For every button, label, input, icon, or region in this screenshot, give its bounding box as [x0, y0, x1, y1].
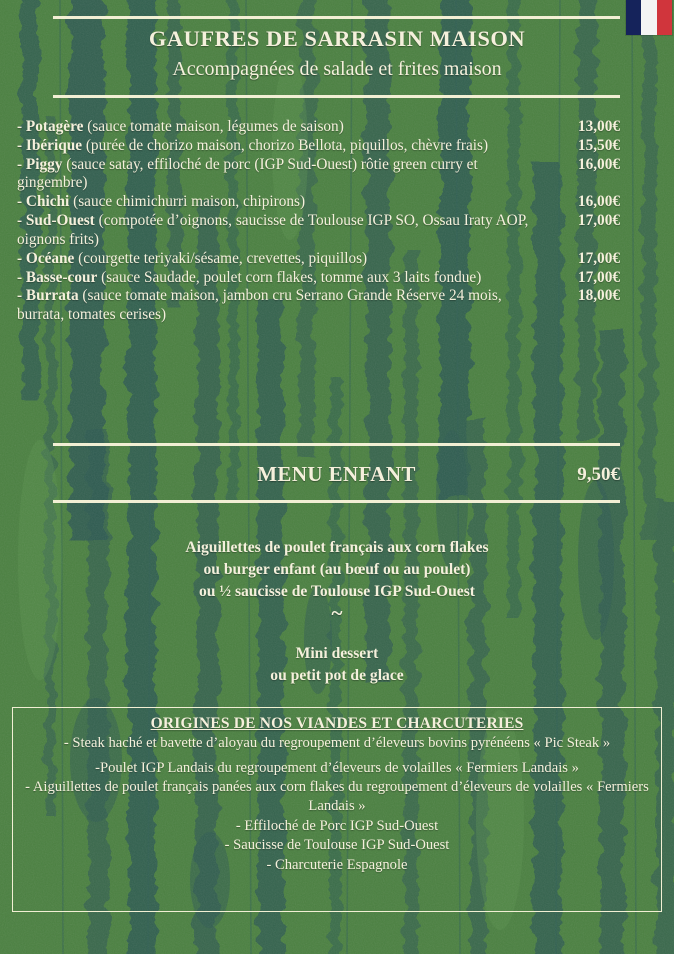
dish-row	[17, 250, 620, 269]
kids-menu-option: ou burger enfant (au bœuf ou au poulet)	[203, 561, 471, 579]
dish-row	[17, 156, 620, 194]
kids-menu-price: 9,50€	[577, 463, 620, 485]
divider-top	[53, 16, 620, 19]
dish-row	[17, 287, 620, 325]
tilde-separator: ~	[331, 601, 343, 625]
dish-price: 13,00€	[577, 118, 620, 135]
meat-origin-line: - Steak haché et bavette d’aloyau du regroupement d’éleveurs bovins pyrénéens « Pic Steak »	[63, 735, 611, 752]
kids-dessert-line: ou petit pot de glace	[270, 667, 404, 685]
dish-price: 18,00€	[577, 287, 620, 305]
meat-origin-line: - Charcuterie Espagnole	[266, 856, 408, 873]
page-title: GAUFRES DE SARRASIN MAISON	[148, 26, 526, 51]
dish-description: (compotée d’oignons, saucisse de Toulouse IGP SO, Ossau Iraty AOP, oignons frits)	[17, 212, 529, 248]
dish-name: - Chichi	[17, 193, 70, 211]
dish-price: 16,00€	[577, 193, 620, 211]
kids-menu-option: ou ½ saucisse de Toulouse IGP Sud-Ouest	[198, 583, 475, 601]
dish-description: (sauce chimichurri maison, chipirons)	[69, 193, 306, 211]
dish-price: 17,00€	[577, 249, 620, 267]
dish-name: - Piggy	[17, 155, 63, 173]
dish-name: - Ibérique	[17, 136, 83, 154]
dish-row	[17, 212, 620, 250]
dish-row	[17, 118, 620, 137]
kids-menu-option: Aiguillettes de poulet français aux corn flakes	[185, 539, 489, 556]
dish-price: 17,00€	[577, 212, 620, 230]
dish-price: 16,00€	[577, 155, 620, 173]
dish-text	[17, 287, 554, 325]
dish-description: (courgette teriyaki/sésame, crevettes, piquillos)	[74, 249, 368, 267]
dish-text	[17, 156, 554, 194]
dish-price: 15,50€	[577, 136, 620, 154]
divider-above-kids-menu	[53, 443, 620, 446]
dish-description: (sauce tomate maison, légumes de saison)	[83, 118, 344, 135]
meat-origin-line: - Effiloché de Porc IGP Sud-Ouest	[235, 817, 439, 834]
dish-text	[17, 250, 554, 269]
dish-name: - Potagère	[17, 118, 84, 135]
meat-origin-line: -Poulet IGP Landais du regroupement d’éleveurs de volailles « Fermiers Landais »	[95, 759, 579, 776]
dish-text	[17, 118, 554, 137]
dish-name: - Basse-cour	[17, 268, 98, 286]
kids-menu-options	[0, 537, 674, 603]
dish-name: - Sud-Ouest	[17, 212, 95, 230]
dish-text	[17, 137, 554, 156]
kids-menu-heading-row	[53, 462, 620, 487]
dish-text	[17, 193, 554, 212]
kids-dessert-line: Mini dessert	[295, 645, 379, 662]
dish-price: 17,00€	[577, 268, 620, 286]
meat-origin-line: - Aiguillettes de poulet français panées aux corn flakes du regroupement d’éleveurs de volailles « Fermiers Landais »	[25, 778, 649, 815]
dish-list	[17, 118, 620, 325]
dish-row	[17, 137, 620, 156]
kids-menu-dessert	[0, 643, 674, 687]
divider-under-header	[53, 95, 620, 98]
dish-text	[17, 269, 554, 288]
meat-origins-title: ORIGINES DE NOS VIANDES ET CHARCUTERIES	[150, 715, 524, 732]
dish-row	[17, 269, 620, 288]
dish-name: - Océane	[17, 249, 75, 267]
meat-origins-box	[12, 707, 662, 912]
divider-below-kids-menu	[53, 500, 620, 503]
dish-description: (sauce tomate maison, jambon cru Serrano Grande Réserve 24 mois, burrata, tomates cerises)	[17, 287, 502, 324]
page-subtitle: Accompagnées de salade et frites maison	[172, 57, 502, 80]
dish-name: - Burrata	[17, 287, 79, 305]
meat-origin-line: - Saucisse de Toulouse IGP Sud-Ouest	[224, 837, 450, 854]
dish-description: (sauce satay, effiloché de porc (IGP Sud-Ouest) rôtie green curry et gingembre)	[17, 155, 478, 192]
dish-text	[17, 212, 554, 250]
dish-description: (purée de chorizo maison, chorizo Bellota, piquillos, chèvre frais)	[82, 136, 489, 154]
dish-row	[17, 193, 620, 212]
kids-menu-title: MENU ENFANT	[257, 462, 416, 486]
dish-description: (sauce Saudade, poulet corn flakes, tomme aux 3 laits fondue)	[97, 268, 482, 286]
menu-header	[0, 26, 674, 82]
